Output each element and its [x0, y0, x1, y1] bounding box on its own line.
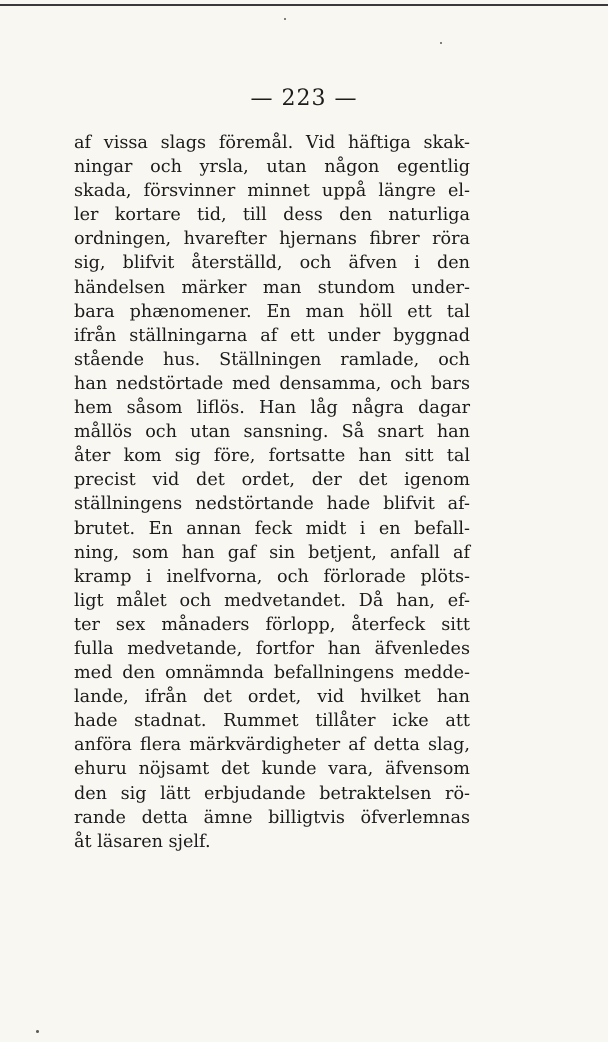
text-line: rande detta ämne billigtvis öfverlemnas [74, 807, 470, 828]
text-line: stående hus. Ställningen ramlade, och [74, 349, 470, 370]
text-line: åter kom sig före, fortsatte han sitt tal [74, 446, 470, 467]
text-line: brutet. En annan feck midt i en befall- [74, 518, 470, 539]
scan-speck [36, 1030, 39, 1033]
text-line: den sig lätt erbjudande betraktelsen rö- [74, 783, 470, 804]
text-line: ligt målet och medvetandet. Då han, ef- [74, 590, 470, 611]
text-line: hade stadnat. Rummet tillåter icke att [74, 711, 470, 732]
text-line: sig, blifvit återställd, och äfven i den [74, 253, 470, 274]
text-line: ler kortare tid, till dess den naturliga [74, 205, 470, 226]
text-line: bara phænomener. En man höll ett tal [74, 301, 470, 322]
text-line: med den omnämnda befallningens medde- [74, 663, 470, 684]
text-line-last: åt läsaren sjelf. [74, 831, 211, 852]
text-line: ställningens nedstörtande hade blifvit af- [74, 494, 470, 515]
scan-speck [440, 42, 442, 44]
text-line: fulla medvetande, fortfor han äfvenledes [74, 638, 470, 659]
body-text [74, 131, 470, 854]
text-line: mållös och utan sansning. Så snart han [74, 422, 470, 443]
text-line: lande, ifrån det ordet, vid hvilket han [74, 687, 470, 708]
text-line: hem såsom liflös. Han låg några dagar [74, 398, 470, 419]
text-line: ehuru nöjsamt det kunde vara, äfvensom [74, 759, 470, 780]
text-line: ordningen, hvarefter hjernans fibrer röra [74, 229, 470, 250]
text-line: kramp i inelfvorna, och förlorade plöts- [74, 566, 470, 587]
text-line: skada, försvinner minnet uppå längre el- [74, 181, 470, 202]
text-line: han nedstörtade med densamma, och bars [74, 373, 470, 394]
text-line: af vissa slags föremål. Vid häftiga skak- [74, 133, 470, 153]
text-line: händelsen märker man stundom under- [74, 277, 470, 298]
text-line: ningar och yrsla, utan någon egentlig [74, 157, 470, 178]
text-line: precist vid det ordet, der det igenom [74, 470, 470, 491]
text-line: ning, som han gaf sin betjent, anfall af [74, 542, 470, 563]
text-line: ter sex månaders förlopp, återfeck sitt [74, 614, 470, 635]
text-line: ifrån ställningarna af ett under byggnad [74, 325, 470, 346]
text-line: anföra flera märkvärdigheter af detta slag, [74, 735, 470, 756]
scan-speck [284, 18, 286, 20]
page-number: — 223 — [250, 86, 358, 111]
top-edge-rule [0, 4, 608, 6]
